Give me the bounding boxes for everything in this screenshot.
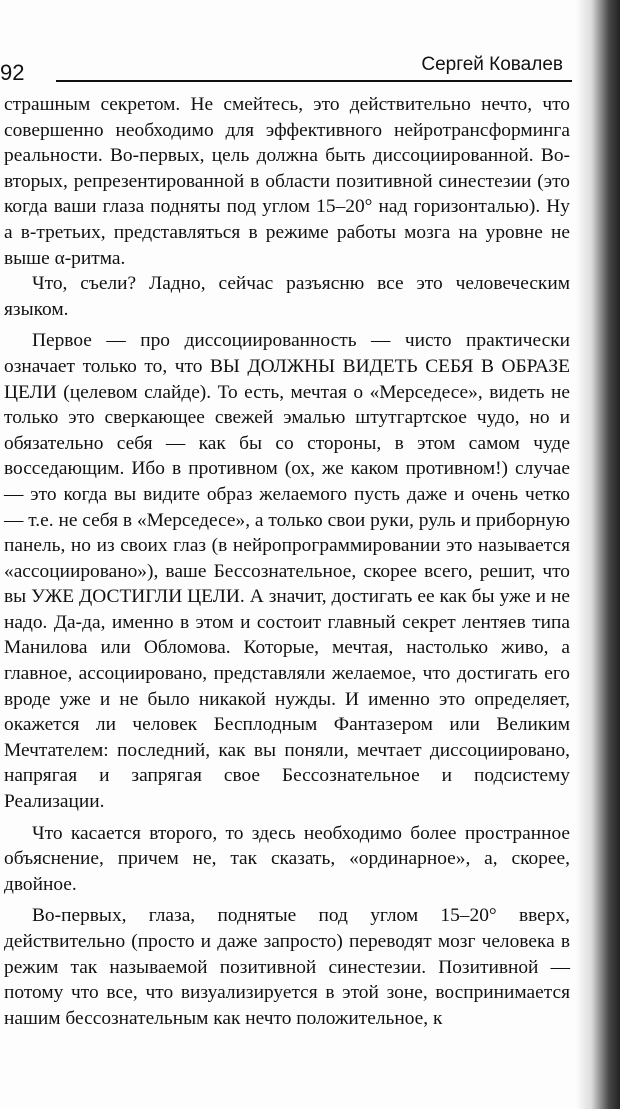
paragraph-2: Что, съели? Ладно, сейчас разъясню все это человеческим языком. [4,273,570,320]
page-number: 92 [0,60,25,85]
header-rule [56,80,572,82]
paragraph-3: Первое — про диссоциированность — чисто практически означает только то, что ВЫ ДОЛЖНЫ ВИДЕТЬ СЕБЯ В ОБРАЗЕ ЦЕЛИ (целевом слайде). То есть, мечтая о «Мерседесе», видеть не только это сверкающее свежей эмалью штутгартское чудо, но и обязательно себя — как бы со стороны, в этом самом чуде восседающим. Ибо в противном (ох, же каком противном!) случае — это когда вы видите образ желаемого пусть даже и очень четко — т.е. не себя в «Мерседесе», а только свои руки, руль и приборную панель, но из своих глаз (в нейропрограммировании это называется «ассоциировано»), ваше Бессознательное, скорее всего, решит, что вы УЖЕ ДОСТИГЛИ ЦЕЛИ. А значит, достигать ее как бы уже и не надо. Да-да, именно в этом и состоит главный секрет лентяев типа Манилова или Обломова. Которые, мечтая, настолько живо, а главное, ассоциировано, представляли желаемое, что достигать его вроде уже и не было никакой нужды. И именно это определяет, окажется ли человек Бесплодным Фантазером или Великим Мечтателем: последний, как вы поняли, мечтает диссоциировано, напрягая и запрягая свое Бессознательное и подсистему Реализации. [4,330,570,813]
book-spine-shadow [576,0,620,1109]
body-text [4,92,570,1031]
paragraph-5: Во-первых, глаза, поднятые под углом 15–20° вверх, действительно (просто и даже запросто) переводят мозг человека в режим так называемой позитивной синестезии. Позитивной — потому что все, что визуализируется в этой зоне, воспринимается нашим бессознательным как нечто положительное, к [4,905,570,1029]
paragraph-1: страшным секретом. Не смейтесь, это действительно нечто, что совершенно необходимо для эффективного нейротрансформинга реальности. Во-первых, цель должна быть диссоциированной. Во-вторых, репрезентированной в области позитивной синестезии (это когда ваши глаза подняты под углом 15–20° над горизонталью). Ну а в-третьих, представляться в режиме работы мозга на уровне не выше α-ритма. [4,94,570,269]
running-head-author: Сергей Ковалев [421,54,563,75]
paragraph-4: Что касается второго, то здесь необходимо более пространное объяснение, причем не, так сказать, «ординарное», а, скорее, двойное. [4,822,570,895]
page-header [0,54,575,88]
